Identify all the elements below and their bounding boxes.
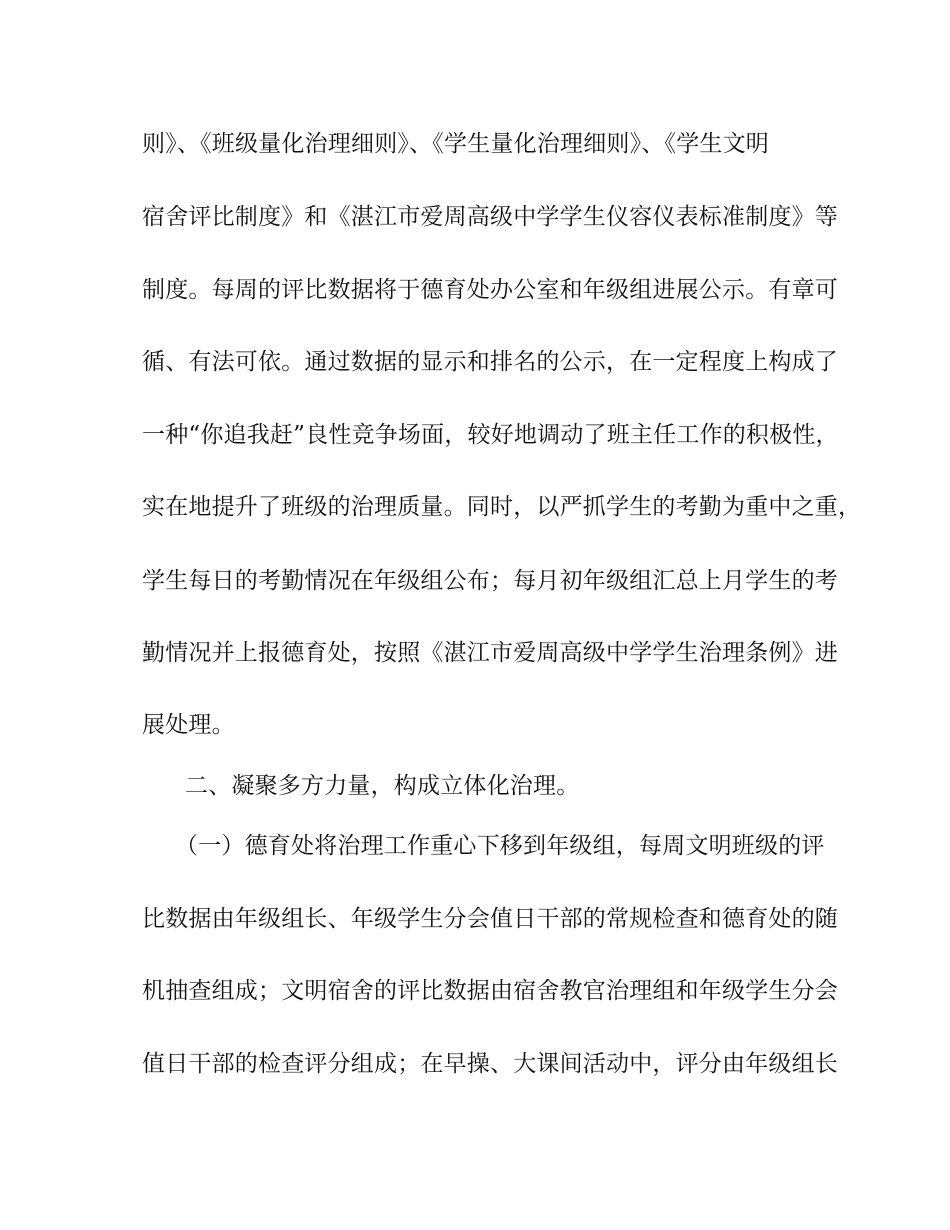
paragraph-line: 比数据由年级组长、年级学生分会值日干部的常规检查和德育处的随 bbox=[142, 906, 838, 932]
paragraph-line: 勤情况并上报德育处，按照《湛江市爱周高级中学学生治理条例》进 bbox=[142, 640, 838, 666]
paragraph-line: 制度。每周的评比数据将于德育处办公室和年级组进展公示。有章可 bbox=[142, 277, 838, 303]
paragraph-line: 一种“你追我赶”良性竞争场面，较好地调动了班主任工作的积极性， bbox=[142, 422, 839, 448]
paragraph-line: 机抽查组成；文明宿舍的评比数据由宿舍教官治理组和年级学生分会 bbox=[142, 978, 838, 1004]
paragraph-line: 学生每日的考勤情况在年级组公布；每月初年级组汇总上月学生的考 bbox=[142, 568, 838, 594]
paragraph-line: 循、有法可依。通过数据的显示和排名的公示，在一定程度上构成了 bbox=[142, 349, 838, 375]
paragraph-line: 则》、《班级量化治理细则》、《学生量化治理细则》、《学生文明 bbox=[142, 131, 769, 157]
paragraph-line: 实在地提升了班级的治理质量。同时，以严抓学生的考勤为重中之重， bbox=[142, 494, 862, 520]
paragraph-line: 值日干部的检查评分组成；在早操、大课间活动中，评分由年级组长 bbox=[142, 1051, 838, 1077]
paragraph-line: 宿舍评比制度》和《湛江市爱周高级中学学生仪容仪表标准制度》等 bbox=[142, 204, 838, 230]
paragraph-line: 展处理。 bbox=[142, 712, 235, 738]
paragraph-line: （一）德育处将治理工作重心下移到年级组，每周文明班级的评 bbox=[175, 833, 825, 859]
section-heading: 二、凝聚多方力量，构成立体化治理。 bbox=[185, 773, 580, 799]
